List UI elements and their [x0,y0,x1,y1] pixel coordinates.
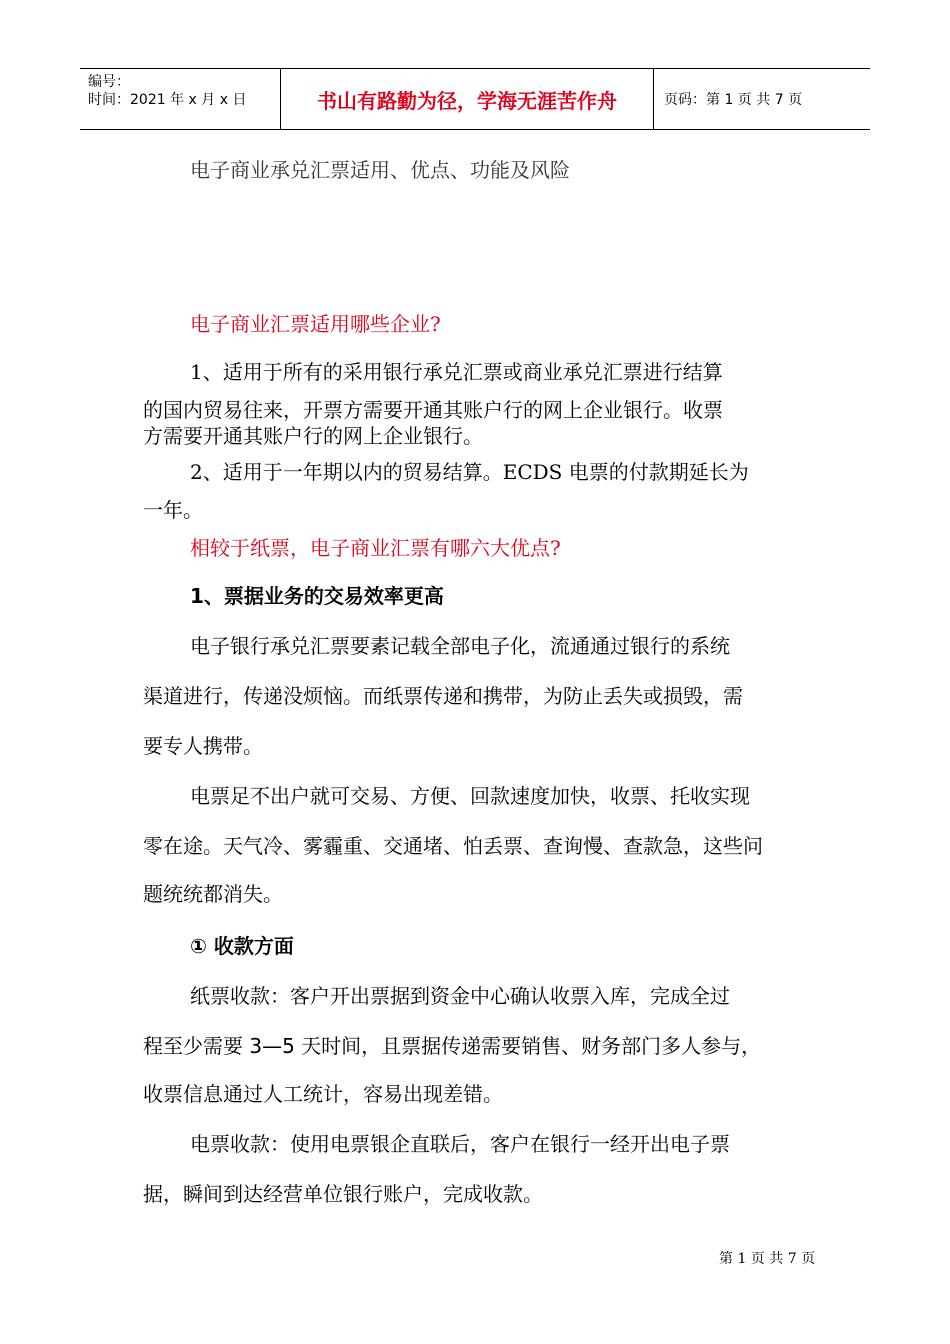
section-heading: 1、票据业务的交易效率更高 [190,584,444,608]
header-meta [80,69,280,129]
subsection-heading: ① 收款方面 [190,934,294,958]
paragraph-line: 一年。 [143,498,203,522]
paragraph-line: 电票足不出户就可交易、方便、回款速度加快，收票、托收实现 [190,784,750,808]
paragraph-line: 收票信息通过人工统计，容易出现差错。 [143,1082,503,1106]
header-number: 编号： [88,74,130,90]
question-heading-1: 电子商业汇票适用哪些企业? [190,312,441,336]
paragraph-line: 渠道进行，传递没烦恼。而纸票传递和携带，为防止丢失或损毁，需 [143,684,743,708]
paragraph-line: 据，瞬间到达经营单位银行账户，完成收款。 [143,1182,543,1206]
document-title: 电子商业承兑汇票适用、优点、功能及风险 [190,158,570,182]
paragraph-line: 纸票收款：客户开出票据到资金中心确认收票入库，完成全过 [190,984,730,1008]
paragraph-line: 程至少需要 3—5 天时间，且票据传递需要销售、财务部门多人参与， [143,1034,762,1058]
header-time: 时间：2021 年 x 月 x 日 [88,92,247,108]
paragraph-line: 1、适用于所有的采用银行承兑汇票或商业承兑汇票进行结算 [190,360,723,384]
header-motto: 书山有路勤为径，学海无涯苦作舟 [280,69,654,129]
paragraph-line: 要专人携带。 [143,734,263,758]
paragraph-line: 电票收款：使用电票银企直联后，客户在银行一经开出电子票 [190,1132,730,1156]
paragraph-line: 零在途。天气冷、雾霾重、交通堵、怕丢票、查询慢、查款急，这些问 [143,834,763,858]
paragraph-line: 方需要开通其账户行的网上企业银行。 [143,424,483,448]
footer-page-number: 第 1 页 共 7 页 [719,1251,816,1267]
paragraph-line: 题统统都消失。 [143,882,283,906]
page-header [80,68,870,130]
paragraph-line: 的国内贸易往来，开票方需要开通其账户行的网上企业银行。收票 [143,398,723,422]
paragraph-line: 2、适用于一年期以内的贸易结算。ECDS 电票的付款期延长为 [190,460,749,484]
question-heading-2: 相较于纸票，电子商业汇票有哪六大优点? [190,536,561,560]
header-page-number: 页码：第 1 页 共 7 页 [664,92,803,108]
paragraph-line: 电子银行承兑汇票要素记载全部电子化，流通通过银行的系统 [190,634,730,658]
